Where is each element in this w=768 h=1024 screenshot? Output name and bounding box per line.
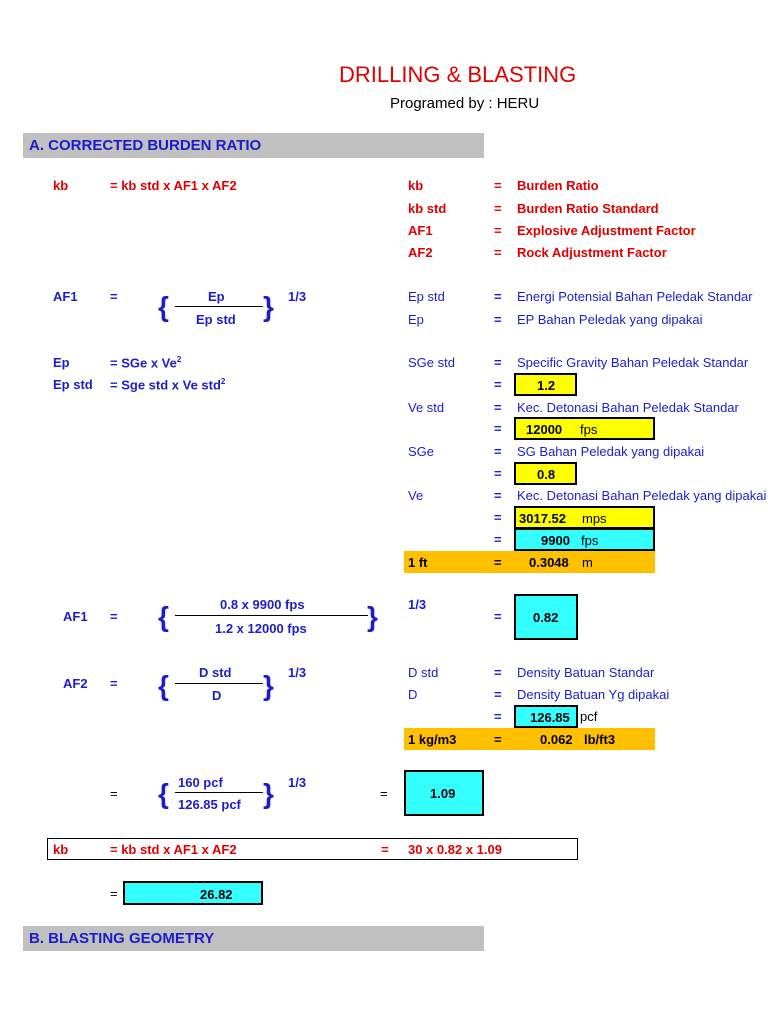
conv-ft-unit: m — [582, 555, 593, 570]
ve-fps-eq: = — [494, 532, 502, 547]
sge-eq: = — [494, 444, 502, 459]
page-title: DRILLING & BLASTING — [339, 62, 577, 87]
def-ep-eq: = — [494, 312, 502, 327]
close-brace-icon: } — [263, 778, 274, 809]
ve-std-label: Ve std — [408, 400, 445, 415]
kb-calc-eq: = — [381, 842, 389, 857]
sge-desc: SG Bahan Peledak yang dipakai — [517, 444, 705, 459]
ve-std-desc: Kec. Detonasi Bahan Peledak Standar — [517, 400, 739, 415]
section-a-header — [23, 133, 484, 158]
conv-kg-label: 1 kg/m3 — [408, 732, 457, 747]
sge-std-val-eq: = — [494, 377, 502, 392]
fraction-line — [175, 306, 263, 307]
sge-std-desc: Specific Gravity Bahan Peledak Standar — [517, 355, 749, 370]
d-value: 126.85 — [530, 710, 570, 725]
ep-formula — [110, 355, 181, 370]
af1-calc-label: AF1 — [63, 609, 88, 624]
def-epstd-eq: = — [494, 289, 502, 304]
af1-label: AF1 — [53, 289, 78, 304]
ve-fps-value: 9900 — [541, 533, 570, 548]
def-ep-desc: EP Bahan Peledak yang dipakai — [517, 312, 703, 327]
def-kbstd-desc: Burden Ratio Standard — [517, 201, 659, 216]
ve-std-val-eq: = — [494, 421, 502, 436]
def-d-desc: Density Batuan Yg dipakai — [517, 687, 670, 702]
kb-result-eq: = — [110, 886, 118, 901]
ep-formula-sup: 2 — [176, 355, 182, 364]
af2-numerator: D std — [199, 665, 232, 680]
af2-calc-numerator: 160 pcf — [178, 775, 223, 790]
def-d-sym: D — [408, 687, 418, 702]
kb-result-box — [123, 881, 263, 905]
def-kb-sym: kb — [408, 178, 424, 193]
conv-ft-eq: = — [494, 555, 502, 570]
ve-mps-eq: = — [494, 510, 502, 525]
kb-calc-box — [47, 838, 578, 860]
af1-result-value: 0.82 — [533, 610, 559, 625]
af2-result-box — [404, 770, 484, 816]
def-ep-sym: Ep — [408, 312, 424, 327]
epstd-formula-sup: 2 — [220, 377, 226, 386]
close-brace-icon: } — [263, 670, 274, 701]
section-a-title: A. CORRECTED BURDEN RATIO — [29, 137, 262, 154]
epstd-formula-text: = Sge std x Ve std — [110, 377, 221, 393]
af1-calc-exponent: 1/3 — [408, 597, 427, 612]
conv-kg-unit: lb/ft3 — [584, 732, 616, 747]
conv-kg-eq: = — [494, 732, 502, 747]
d-val-eq: = — [494, 709, 502, 724]
epstd-label: Ep std — [53, 377, 93, 392]
fraction-line — [175, 615, 368, 616]
sge-value: 0.8 — [537, 467, 556, 482]
af2-exponent: 1/3 — [288, 665, 307, 680]
page-subtitle: Programed by : HERU — [390, 95, 540, 112]
ep-label: Ep — [53, 355, 70, 370]
ve-mps-unit: mps — [582, 511, 607, 526]
af1-denominator: Ep std — [196, 312, 236, 327]
kb-label: kb — [53, 178, 69, 193]
def-dstd-sym: D std — [408, 665, 439, 680]
af2-calc-exponent: 1/3 — [288, 775, 307, 790]
section-b-header — [23, 926, 484, 951]
af1-calc-eq: = — [110, 609, 118, 624]
ve-desc: Kec. Detonasi Bahan Peledak yang dipakai — [517, 488, 767, 503]
kb-formula: = kb std x AF1 x AF2 — [110, 178, 237, 193]
ve-fps-unit: fps — [581, 533, 599, 548]
def-epstd-desc: Energi Potensial Bahan Peledak Standar — [517, 289, 753, 304]
af1-calc-denominator: 1.2 x 12000 fps — [215, 621, 307, 636]
epstd-formula — [110, 377, 225, 392]
def-kb-desc: Burden Ratio — [517, 178, 599, 193]
conversion-ft-row — [404, 551, 655, 573]
def-af2-eq: = — [494, 245, 502, 260]
open-brace-icon: { — [158, 778, 169, 809]
def-af1-desc: Explosive Adjustment Factor — [517, 223, 696, 238]
def-kb-eq: = — [494, 178, 502, 193]
af1-numerator: Ep — [208, 289, 225, 304]
af2-calc-denominator: 126.85 pcf — [178, 797, 241, 812]
ve-std-unit: fps — [580, 422, 598, 437]
af2-result-eq: = — [380, 786, 388, 801]
af2-result-value: 1.09 — [430, 786, 456, 801]
af2-eq: = — [110, 676, 118, 691]
kb-result-value: 26.82 — [200, 887, 233, 902]
af1-calc-numerator: 0.8 x 9900 fps — [220, 597, 305, 612]
open-brace-icon: { — [158, 291, 169, 322]
ve-std-input[interactable] — [514, 417, 655, 440]
d-value-box — [514, 705, 578, 728]
af2-label: AF2 — [63, 676, 88, 691]
def-epstd-sym: Ep std — [408, 289, 445, 304]
af1-eq: = — [110, 289, 118, 304]
sge-input[interactable] — [514, 462, 577, 485]
kb-calc-formula: = kb std x AF1 x AF2 — [110, 842, 237, 857]
def-dstd-eq: = — [494, 665, 502, 680]
ve-fps-output — [514, 528, 655, 551]
af1-exponent: 1/3 — [288, 289, 307, 304]
ve-std-eq: = — [494, 400, 502, 415]
open-brace-icon: { — [158, 670, 169, 701]
af1-result-eq: = — [494, 609, 502, 624]
close-brace-icon: } — [263, 291, 274, 322]
conv-ft-label: 1 ft — [408, 555, 428, 570]
af2-denominator: D — [212, 688, 222, 703]
sge-std-eq: = — [494, 355, 502, 370]
ve-mps-value: 3017.52 — [519, 511, 566, 526]
conversion-kg-row — [404, 728, 655, 750]
def-dstd-desc: Density Batuan Standar — [517, 665, 655, 680]
ep-formula-text: = SGe x Ve — [110, 355, 177, 371]
def-af1-sym: AF1 — [408, 223, 433, 238]
section-b-title: B. BLASTING GEOMETRY — [29, 930, 215, 947]
def-kbstd-sym: kb std — [408, 201, 447, 216]
ve-std-value: 12000 — [526, 422, 563, 437]
sge-std-input[interactable] — [514, 373, 577, 396]
def-af1-eq: = — [494, 223, 502, 238]
def-kbstd-eq: = — [494, 201, 502, 216]
ve-eq: = — [494, 488, 502, 503]
d-unit: pcf — [580, 709, 598, 724]
fraction-line — [175, 683, 263, 684]
open-brace-icon: { — [158, 601, 169, 632]
conv-ft-value: 0.3048 — [529, 555, 569, 570]
sge-std-label: SGe std — [408, 355, 455, 370]
kb-calc-label: kb — [53, 842, 69, 857]
af1-result-box — [514, 594, 578, 640]
conv-kg-value: 0.062 — [540, 732, 573, 747]
def-d-eq: = — [494, 687, 502, 702]
close-brace-icon: } — [367, 601, 378, 632]
sge-std-value: 1.2 — [537, 378, 556, 393]
ve-label: Ve — [408, 488, 424, 503]
af2-calc-eq: = — [110, 786, 118, 801]
sge-val-eq: = — [494, 466, 502, 481]
def-af2-sym: AF2 — [408, 245, 433, 260]
ve-mps-input[interactable] — [514, 506, 655, 529]
kb-calc-values: 30 x 0.82 x 1.09 — [408, 842, 502, 857]
fraction-line — [175, 792, 263, 793]
def-af2-desc: Rock Adjustment Factor — [517, 245, 667, 260]
sge-label: SGe — [408, 444, 435, 459]
